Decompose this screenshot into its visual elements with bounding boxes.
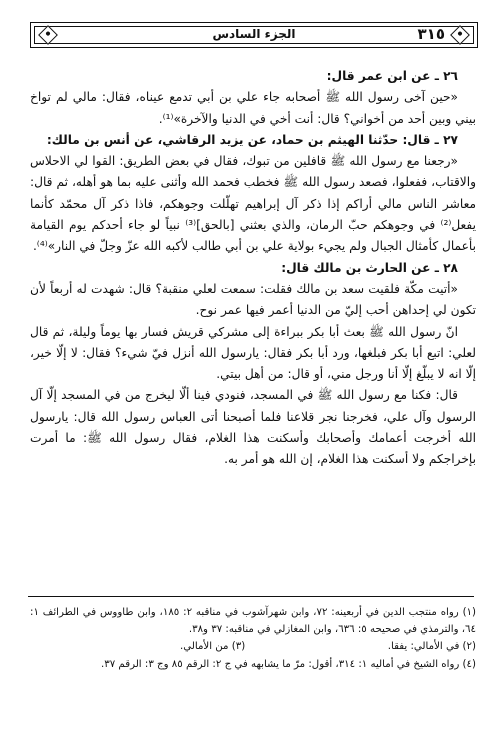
hadith-26-text: «حين آخى رسول الله ﷺ أصحابه جاء علي بن أبي تدمع عيناه، فقال: مالي لم تواخ بيني وبين أحد من أخواني؟ قال: أنت أخي في الدنيا والآخرة»⁽¹⁾. [30, 90, 476, 126]
main-text [30, 66, 476, 471]
footnote-4: (٤) رواه الشيخ في أماليه ١: ٣١٤، أقول: مرّ ما يشابهه في ج ٢: الرقم ٨٥ وج ٣: الرقم ٣٧. [100, 658, 476, 670]
hadith-28-paragraph-2: انّ رسول الله ﷺ بعث أبا بكر ببراءة إلى مشركي قريش فسار بها يوماً وليلة، ثم قال لعلي: اتبع أبا بكر فبلغها، ورد أبا بكر فقال: يارسول الله أنزل فيّ شيء؟ فقال: لا إلّا خير، إلّا انه لا يبلّغ إلّا أنا ورجل مني، أو قال: من أهل بيتي. [30, 324, 476, 382]
hadith-27-text: «رجعنا مع رسول الله ﷺ قافلين من تبوك، فقال في بعض الطريق: القوا لي الاحلاس والاقتاب، ففعلوا، فصعد رسول الله ﷺ فخطب فحمد الله وأثنى عليه بما هو أهله، ثم قال: معاشر الناس مالي أراكم إذا ذكر آل إبراهيم تهلّلت وجوهكم، فاذا ذكر آل محمّد كأنما يفعل⁽²⁾ في وجوهكم حبّ الرمان، والذي بعثني [بالحق]⁽³⁾ نبياً لو جاء أحدكم يوم القيامة بأعمال كأمثال الجبال ولم يجيء بولاية علي بن أبي طالب لأكبه الله عزّ وجلّ في النار»⁽⁴⁾. [30, 154, 476, 254]
footnote-3: (٣) من الأمالي. [180, 641, 246, 653]
hadith-28-paragraph-3: قال: فكنا مع رسول الله ﷺ في المسجد، فنودي فينا ألّا ليخرج من في المسجد إلّا آل الرسول وآل علي، فخرجنا نجر قلاعنا فلما أصبحنا أتى العباس رسول الله قال: يارسول الله أخرجت أعمامك وأصحابك وأسكنت هذا الغلام، فقال رسول الله ﷺ: ما أمرت بإخراجكم ولا أسكنت هذا الغلام، إن الله هو أمر به. [30, 388, 476, 467]
hadith-26-heading: ٢٦ ـ عن ابن عمر قال: [326, 69, 458, 83]
hadith-28-paragraph-1: «أتيت مكّة فلقيت سعد بن مالك فقلت: سمعت لعلي منقبة؟ قال: شهدت له أربعاً لأن تكون لي إحداهن أحب إليّ من الدنيا أعمر فيها عمر نوح. [30, 281, 476, 318]
footnote-1: (١) رواه منتجب الدين في أربعينه: ٧٢، وابن شهرآشوب في مناقبه ٢: ١٨٥، وابن طاووس في الطرائف ١: ٦٤، والترمذي في صحيحه ٥: ٦٣٦، وابن المغازلي في مناقبه: ٣٧ و٣٨. [30, 607, 477, 636]
hadith-28-heading: ٢٨ ـ عن الحارث بن مالك قال: [281, 260, 458, 275]
footnotes [30, 604, 476, 673]
hadith-27-heading: ٢٧ ـ قال: حدّثنا الهيثم بن حماد، عن يزيد الرقاشي، عن أنس بن مالك: [46, 132, 458, 147]
footnote-divider [28, 596, 474, 597]
footnote-2: (٢) في الأمالي: يفقا. [387, 641, 476, 653]
footnote-row [30, 638, 476, 655]
page-header [30, 22, 478, 48]
running-title: الجزء السادس [212, 27, 296, 41]
page-number: ٣١٥ [417, 25, 445, 43]
